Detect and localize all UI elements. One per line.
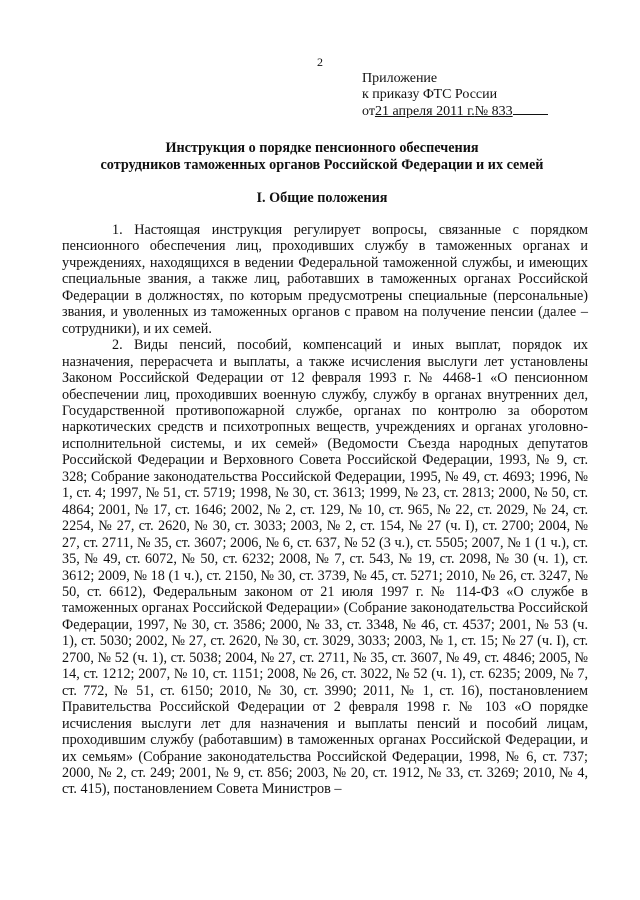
paragraph-1: 1. Настоящая инструкция регулирует вопросы, связанные с порядком пенсионного обеспечения лиц, проходивших службу в таможенных органах и учреждениях, находящихся в ведении Федеральной таможенной службы, и имеющих специальные звания, а также лиц, работавших в таможенных органах Российской Федерации в должностях, по которым предусмотрены специальные (персональные) звания, и уволенных из таможенных органов с правом на получение пенсии (далее – сотрудники), и их семей. [62, 222, 588, 337]
order-prefix: от [362, 104, 375, 119]
order-underline [513, 103, 548, 115]
body-text [62, 222, 588, 798]
paragraph-2: 2. Виды пенсий, пособий, компенсаций и иных выплат, порядок их назначения, перерасчета и выплаты, а также исчисления выслуги лет установлены Законом Российской Федерации от 12 февраля 1993 г. № 4468-1 «О пенсионном обеспечении лиц, проходивших военную службу, службу в органах внутренних дел, Государственной противопожарной службе, органах по контролю за оборотом наркотических средств и психотропных веществ, учреждениях и органах уголовно-исполнительной системы, и их семей» (Ведомости Съезда народных депутатов Российской Федерации и Верховного Совета Российской Федерации, 1993, № 9, ст. 328; Собрание законодательства Российской Федерации, 1995, № 49, ст. 4693; 1996, № 1, ст. 4; 1997, № 51, ст. 5719; 1998, № 30, ст. 3613; 1999, № 23, ст. 2813; 2000, № 50, ст. 4864; 2001, № 17, ст. 1646; 2002, № 2, ст. 129, № 10, ст. 965, № 22, ст. 2029, № 24, ст. 2254, № 27, ст. 2620, № 30, ст. 3033; 2003, № 2, ст. 154, № 27 (ч. I), ст. 2700; 2004, № 27, ст. 2711, № 35, ст. 3607; 2006, № 6, ст. 637, № 52 (3 ч.), ст. 5505; 2007, № 1 (1 ч.), ст. 35, № 49, ст. 6072, № 50, ст. 6232; 2008, № 7, ст. 543, № 19, ст. 2098, № 30 (ч. 1), ст. 3612; 2009, № 18 (1 ч.), ст. 2150, № 30, ст. 3739, № 45, ст. 5271; 2010, № 26, ст. 3247, № 50, ст. 6612), Федеральным законом от 21 июля 1997 г. № 114-ФЗ «О службе в таможенных органах Российской Федерации» (Собрание законодательства Российской Федерации, 1997, № 30, ст. 3586; 2000, № 33, ст. 3348, № 46, ст. 4537; 2001, № 53 (ч. 1), ст. 5030; 2002, № 27, ст. 2620, № 30, ст. 3029, 3033; 2003, № 1, ст. 15; № 27 (ч. I), ст. 2700, № 52 (ч. 1), ст. 5038; 2004, № 27, ст. 2711, № 35, ст. 3607, № 49, ст. 4846; 2005, № 14, ст. 1212; 2007, № 10, ст. 1151; 2008, № 26, ст. 3022, № 52 (ч. 1), ст. 6235; 2009, № 7, ст. 772, № 51, ст. 6150; 2010, № 30, ст. 3990; 2011, № 1, ст. 16), постановлением Правительства Российской Федерации от 2 февраля 1998 г. № 103 «О порядке исчисления выслуги лет для назначения и выплаты пенсий и пособий лицам, проходившим службу (работавшим) в таможенных органах Российской Федерации, и их семьям» (Собрание законодательства Российской Федерации, 1998, № 6, ст. 737; 2000, № 2, ст. 249; 2001, № 9, ст. 856; 2003, № 20, ст. 1912, № 33, ст. 3269; 2010, № 4, ст. 415), постановлением Совета Министров – [62, 337, 588, 798]
order-date-line [362, 103, 602, 120]
appendix-label: Приложение [362, 71, 438, 86]
appendix-block [362, 71, 602, 120]
title-line-1: Инструкция о порядке пенсионного обеспечения [165, 140, 479, 156]
appendix-order-reference: к приказу ФТС России [362, 87, 498, 102]
order-number: № 833 [474, 104, 513, 119]
title-line-2: сотрудников таможенных органов Российской Федерации и их семей [100, 157, 544, 173]
document-title [60, 140, 584, 174]
order-date: 21 апреля 2011 г. [374, 104, 475, 119]
section-heading: I. Общие положения [256, 190, 388, 206]
page-number: 2 [317, 55, 323, 69]
